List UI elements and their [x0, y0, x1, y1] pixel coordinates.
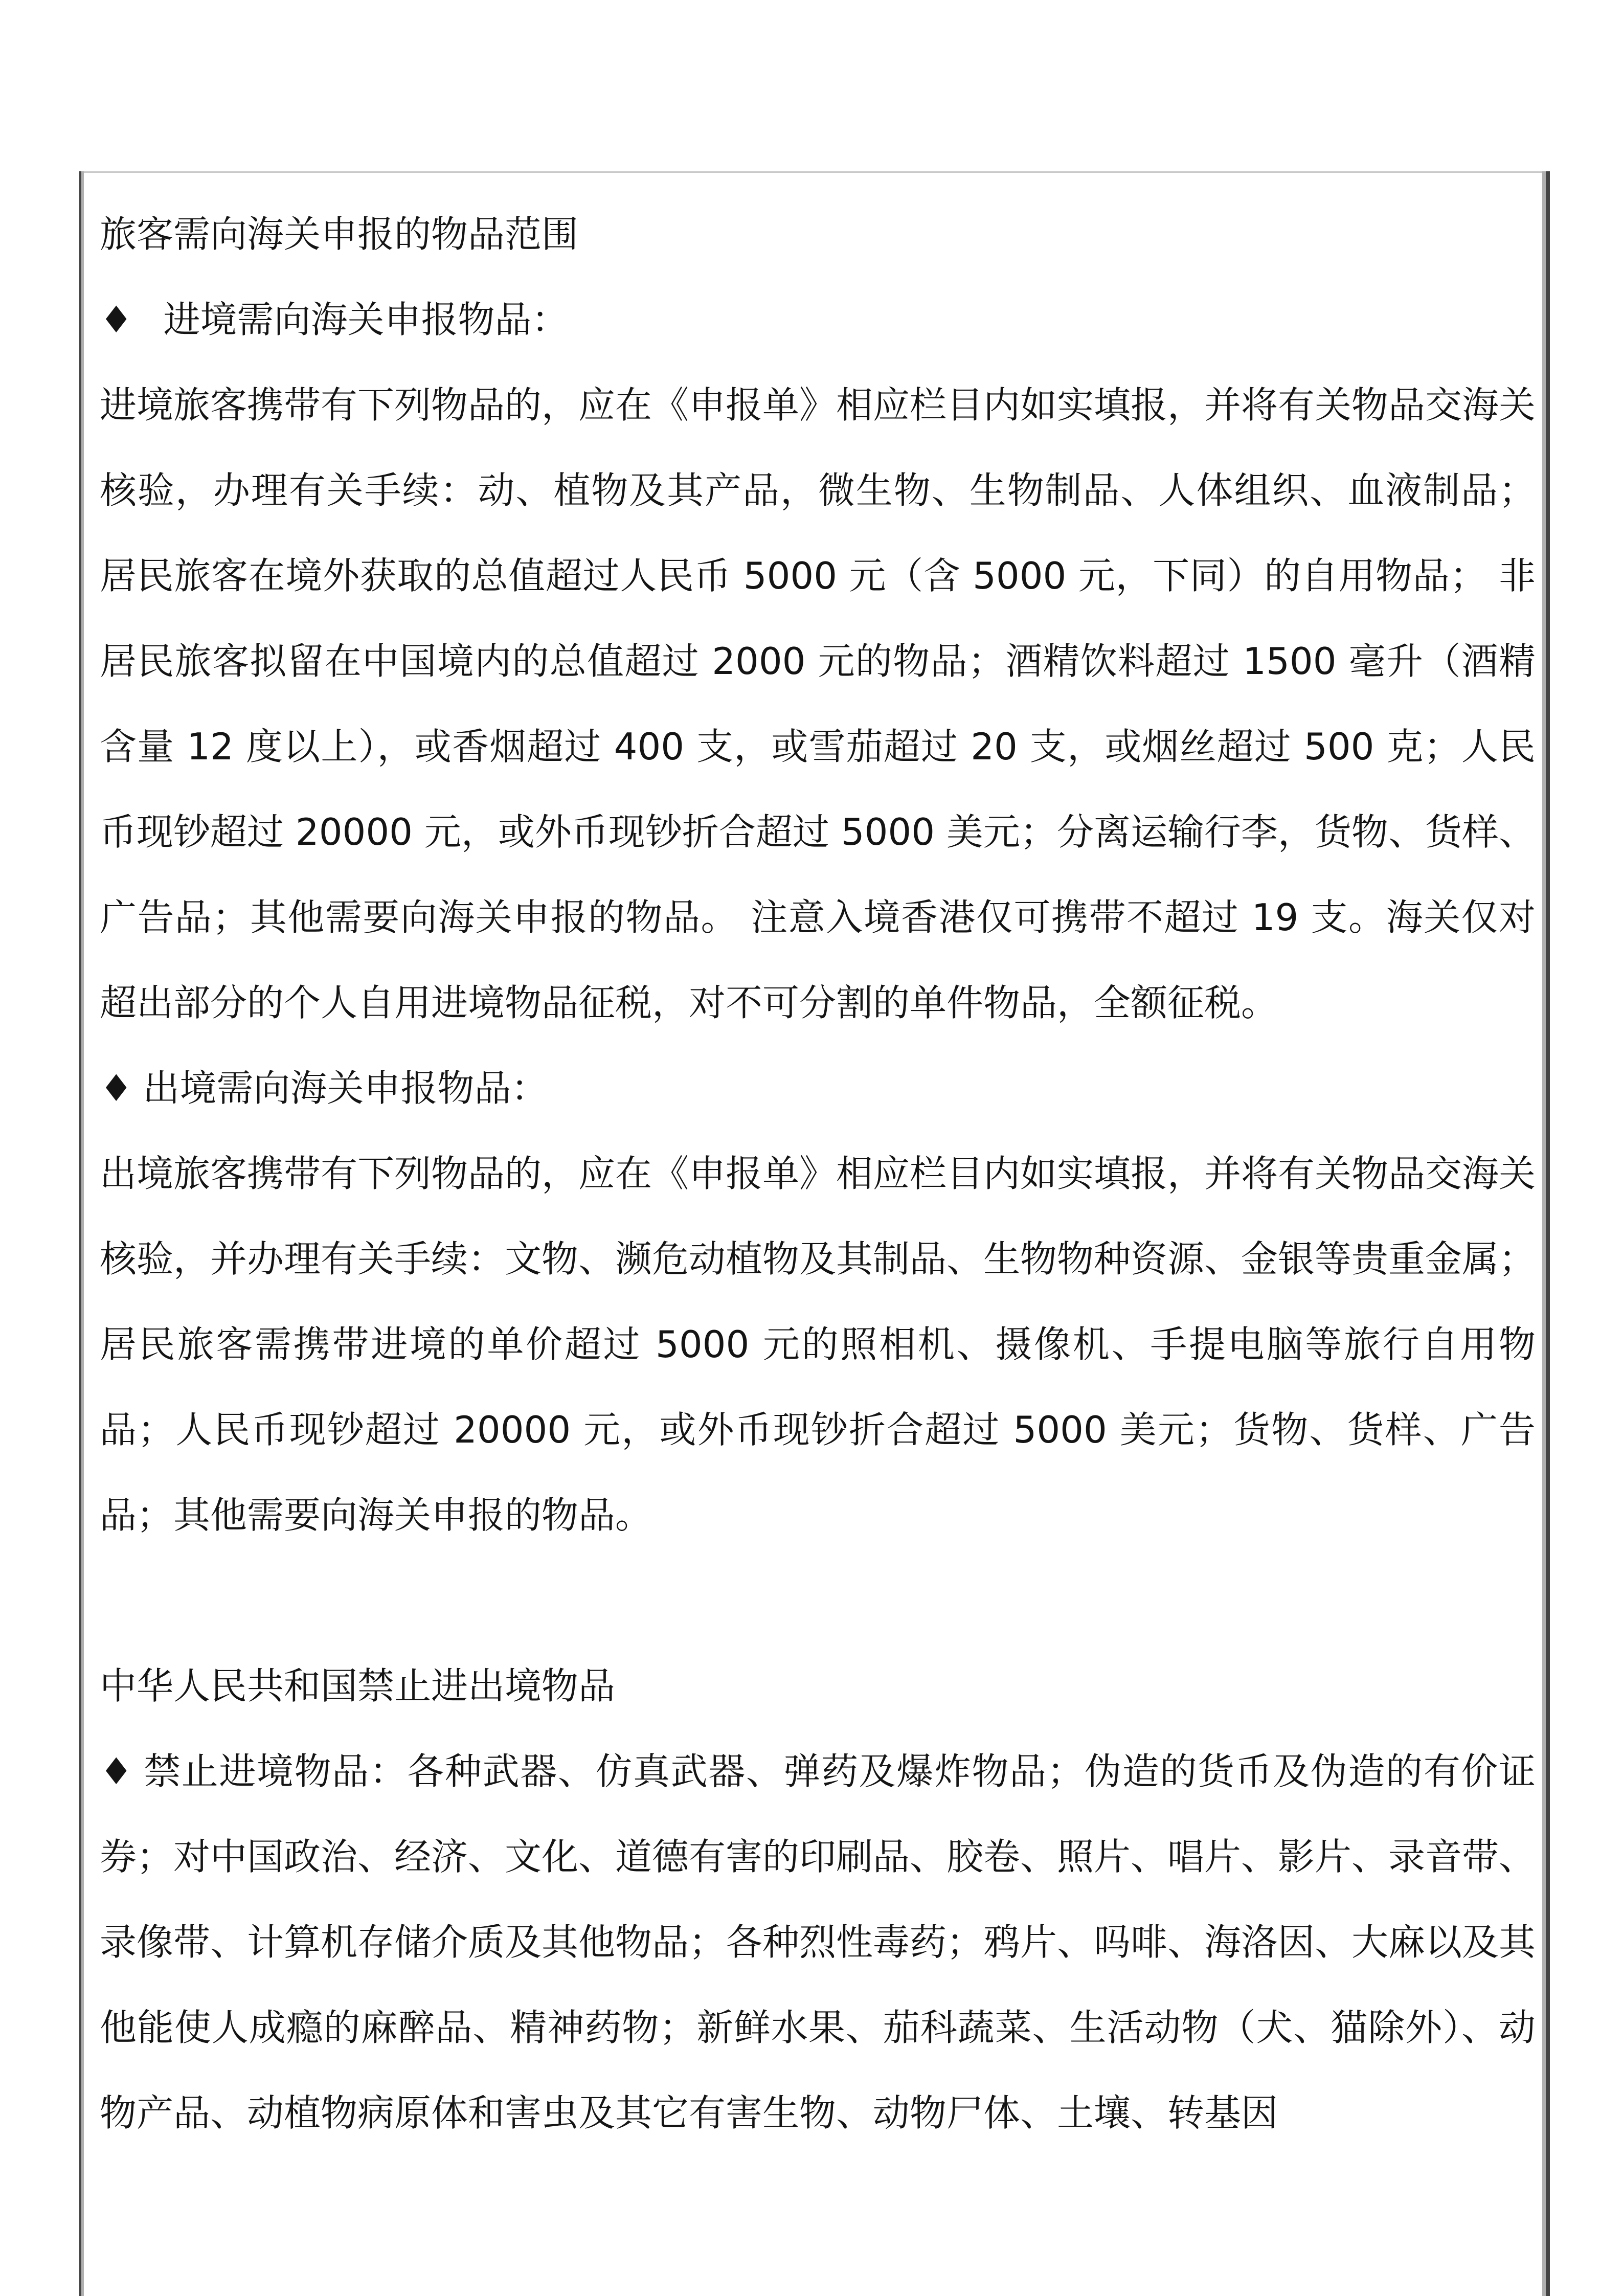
bullet-icon: ♦ [100, 1067, 133, 1110]
section-title-prohibited: 中华人民共和国禁止进出境物品 [100, 1664, 616, 1707]
prohibited-entry-paragraph [100, 1729, 1536, 2156]
prohibited-text: 各种武器、仿真武器、弹药及爆炸物品；伪造的货币及伪造的有价证券；对中国政治、经济、文化、道德有害的印刷品、胶卷、照片、唱片、影片、录音带、录像带、计算机存储介质及其他物品；各种烈性毒药；鸦片、吗啡、海洛因、大麻以及其他能使人成瘾的麻醉品、精神药物；新鲜水果、茄科蔬菜、生活动物（犬、猫除外）、动物产品、动植物病原体和害虫及其它有害生物、动物尸体、土壤、转基因 [100, 1750, 1536, 2134]
entry-heading-text: 进境需向海关申报物品： [163, 298, 569, 341]
left-border [79, 171, 84, 2296]
entry-heading [100, 277, 1536, 363]
content-area [100, 192, 1536, 2156]
spacer [100, 1558, 1536, 1644]
bullet-icon: ♦ [100, 298, 133, 341]
exit-heading [100, 1046, 1536, 1131]
prohibited-heading: 禁止进境物品： [144, 1750, 408, 1793]
entry-paragraph: 进境旅客携带有下列物品的，应在《申报单》相应栏目内如实填报，并将有关物品交海关核验，办理有关手续：动、植物及其产品，微生物、生物制品、人体组织、血液制品； 居民旅客在境外获取的总值超过人民币 5000 元（含 5000 元，下同）的自用物品； 非居民旅客拟留在中国境内的总值超过 2000 元的物品；酒精饮料超过 1500 毫升（酒精含量 12 度以上），或香烟超过 400 支，或雪茄超过 20 支，或烟丝超过 500 克；人民币现钞超过 20000 元，或外币现钞折合超过 5000 美元；分离运输行李，货物、货样、广告品；其他需要向海关申报的物品。 注意入境香港仅可携带不超过 19 支。海关仅对超出部分的个人自用进境物品征税，对不可分割的单件物品，全额征税。 [100, 384, 1536, 1024]
bullet-icon: ♦ [100, 1750, 134, 1793]
right-border [1542, 171, 1550, 2296]
exit-heading-text: 出境需向海关申报物品： [143, 1067, 548, 1110]
section-title-declaration: 旅客需向海关申报的物品范围 [100, 213, 579, 256]
exit-paragraph: 出境旅客携带有下列物品的，应在《申报单》相应栏目内如实填报，并将有关物品交海关核验，并办理有关手续：文物、濒危动植物及其制品、生物物种资源、金银等贵重金属；居民旅客需携带进境的单价超过 5000 元的照相机、摄像机、手提电脑等旅行自用物品；人民币现钞超过 20000 元，或外币现钞折合超过 5000 美元；货物、货样、广告品；其他需要向海关申报的物品。 [100, 1152, 1536, 1537]
top-rule [79, 171, 1549, 173]
